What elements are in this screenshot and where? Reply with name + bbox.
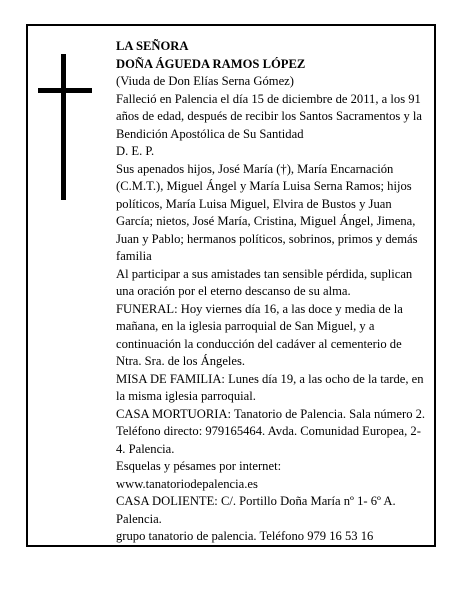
internet-label: Esquelas y pésames por internet: [116, 459, 282, 473]
prayer-request: Al participar a sus amistades tan sensible pérdida, suplican una oración por el eterno descanso de su alma. [116, 266, 413, 298]
family-members: Sus apenados hijos, José María (†), María Encarnación (C.M.T.), Miguel Ángel y María Luisa Serna Ramos; hijos políticos, María Luisa Miguel, Elvira de Bustos y Juan García; nietos, José María, Cristina, Miguel Ángel, Jimena, Juan y Pablo; hermanos políticos, sobrinos, primos y demás familia [116, 161, 418, 263]
family-mass-info: MISA DE FAMILIA: Lunes día 19, a las ocho de la tarde, en la misma iglesia parroquial. [116, 371, 424, 403]
funeral-info: FUNERAL: Hoy viernes día 16, a las doce y media de la mañana, en la iglesia parroquial de San Miguel, y a continuación la conducción del cadáver al cementerio de Ntra. Sra. de los Ángeles. [116, 301, 403, 368]
cross-horizontal-bar [38, 88, 92, 93]
website-link[interactable]: www.tanatoriodepalencia.es [116, 476, 258, 491]
cross-vertical-bar [61, 54, 66, 200]
rip-line: D. E. P. [116, 144, 155, 158]
obituary-title: LA SEÑORA [116, 39, 189, 53]
mourning-house-info: CASA DOLIENTE: C/. Portillo Doña María nº 1- 6º A. Palencia. [116, 494, 396, 526]
funeral-group-phone: grupo tanatorio de palencia. Teléfono 979 16 53 16 [116, 529, 374, 543]
death-details: Falleció en Palencia el día 15 de diciembre de 2011, a los 91 años de edad, después de recibir los Santos Sacramentos y la Bendición Apostólica de Su Santidad [116, 91, 423, 141]
widow-of: (Viuda de Don Elías Serna Gómez) [116, 74, 294, 88]
cross-icon [38, 54, 92, 200]
obituary-frame [26, 24, 436, 547]
deceased-name: DOÑA ÁGUEDA RAMOS LÓPEZ [116, 56, 306, 71]
mortuary-info: CASA MORTUORIA: Tanatorio de Palencia. Sala número 2. Teléfono directo: 979165464. Avda. Comunidad Europea, 2-4. Palencia. [116, 406, 426, 456]
obituary-text [116, 38, 428, 546]
